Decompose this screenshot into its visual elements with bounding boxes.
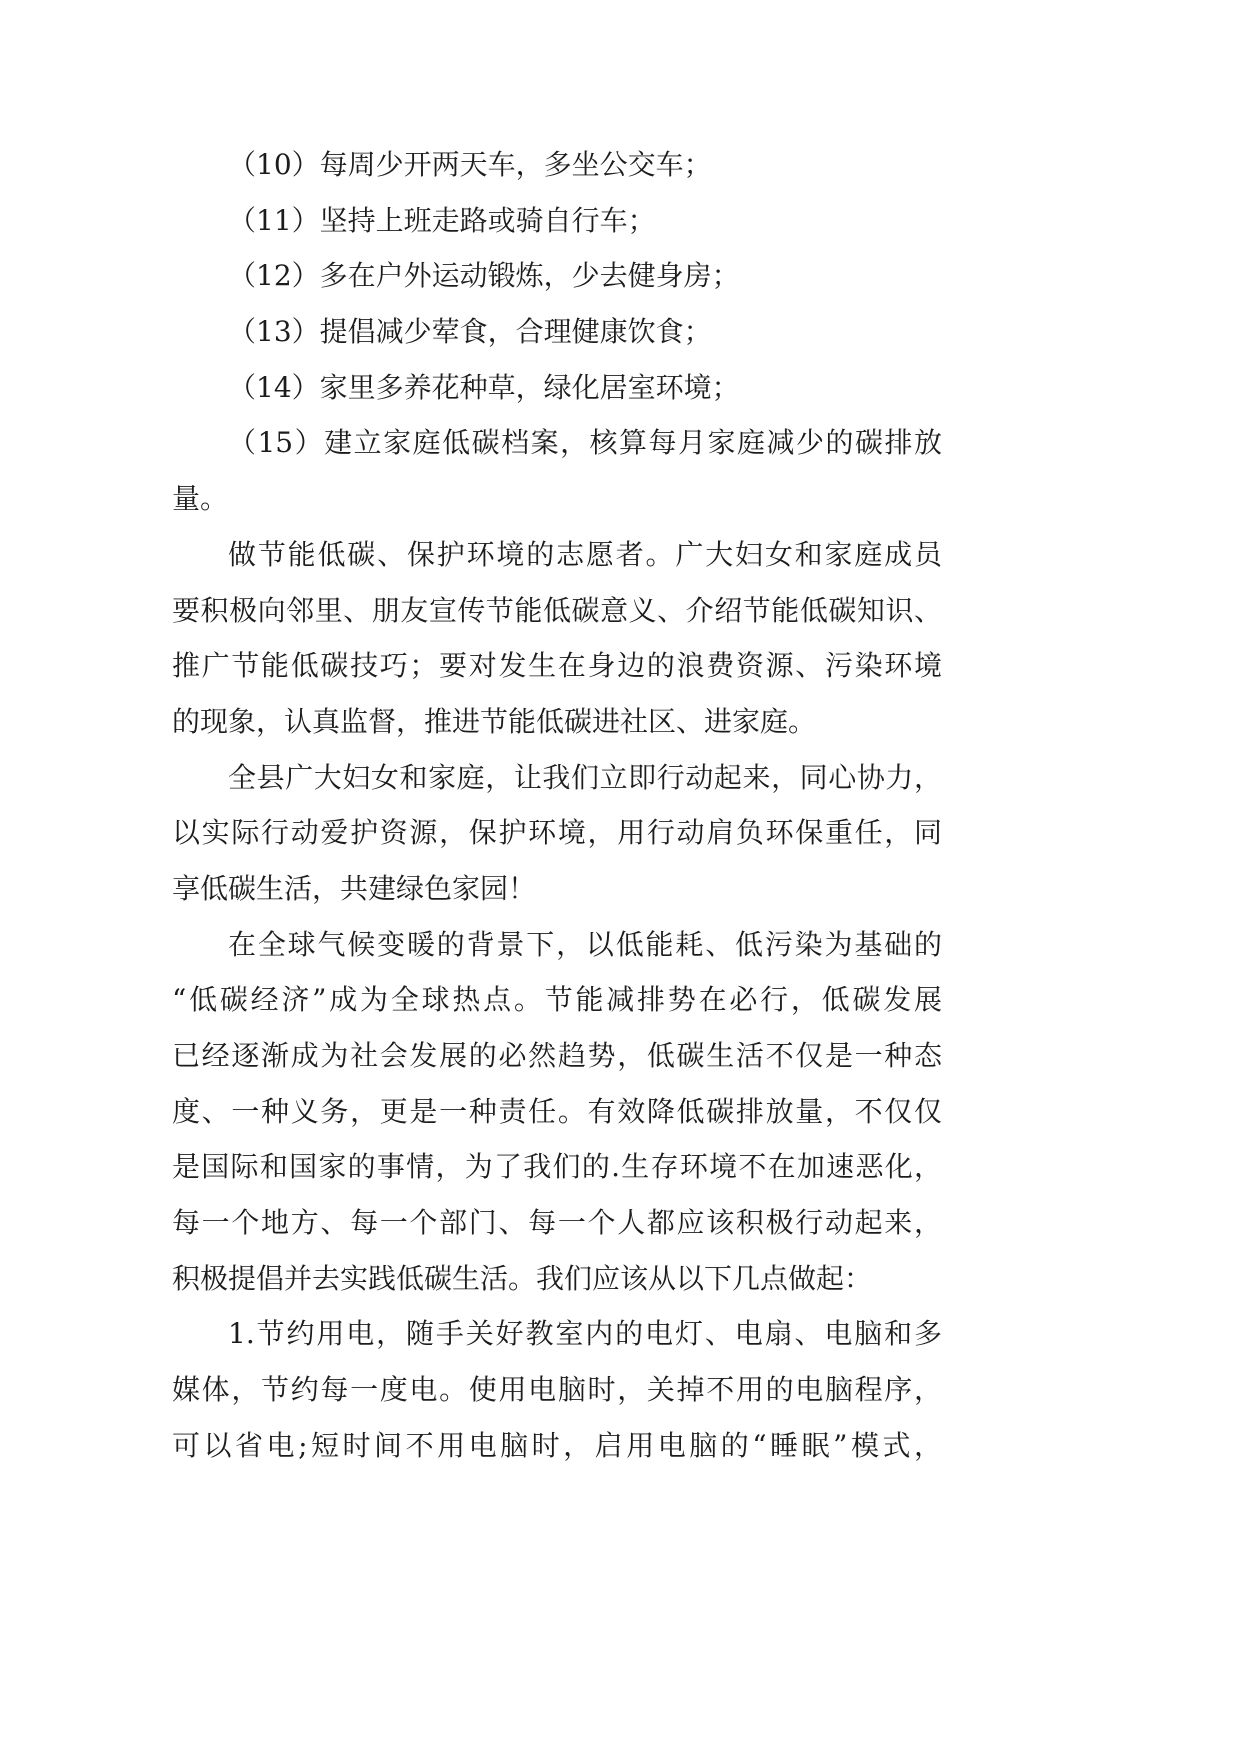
list-item-12 bbox=[172, 248, 942, 304]
text-line: 媒体，节约每一度电。使用电脑时，关掉不用的电脑程序， bbox=[172, 1373, 942, 1407]
list-item-10 bbox=[172, 137, 942, 193]
text-line: 以实际行动爱护资源，保护环境，用行动肩负环保重任，同 bbox=[172, 816, 942, 850]
paragraph-call-to-action bbox=[172, 750, 942, 917]
text-line: 在全球气候变暖的背景下，以低能耗、低污染为基础的 bbox=[228, 927, 942, 961]
list-item-14 bbox=[172, 360, 942, 416]
paragraph-volunteer bbox=[172, 527, 942, 750]
text-line: （11）坚持上班走路或骑自行车； bbox=[228, 203, 656, 237]
text-line: 做节能低碳、保护环境的志愿者。广大妇女和家庭成员 bbox=[228, 537, 942, 571]
text-line: 推广节能低碳技巧；要对发生在身边的浪费资源、污染环境 bbox=[172, 649, 942, 683]
document-body bbox=[172, 137, 942, 1474]
text-line: 1.节约用电，随手关好教室内的电灯、电扇、电脑和多 bbox=[228, 1317, 942, 1351]
text-line: 可以省电;短时间不用电脑时，启用电脑的“睡眠”模式， bbox=[172, 1428, 942, 1462]
text-line: 要积极向邻里、朋友宣传节能低碳意义、介绍节能低碳知识、 bbox=[172, 593, 942, 627]
text-line: （15）建立家庭低碳档案，核算每月家庭减少的碳排放 bbox=[228, 426, 942, 460]
paragraph-low-carbon-economy bbox=[172, 917, 942, 1307]
list-item-15 bbox=[172, 415, 942, 526]
text-line: （13）提倡减少荤食，合理健康饮食； bbox=[228, 315, 712, 349]
paragraph-save-electricity bbox=[172, 1306, 942, 1473]
text-line: （12）多在户外运动锻炼，少去健身房； bbox=[228, 259, 740, 293]
text-line: （14）家里多养花种草，绿化居室环境； bbox=[228, 370, 740, 404]
text-line: 全县广大妇女和家庭，让我们立即行动起来，同心协力， bbox=[228, 760, 942, 794]
text-line: 量。 bbox=[172, 482, 229, 516]
text-line: “低碳经济”成为全球热点。节能减排势在必行，低碳发展 bbox=[172, 983, 942, 1017]
text-line: （10）每周少开两天车，多坐公交车； bbox=[228, 148, 712, 181]
list-item-11 bbox=[172, 193, 942, 249]
text-line: 每一个地方、每一个部门、每一个人都应该积极行动起来， bbox=[172, 1206, 942, 1240]
text-line: 已经逐渐成为社会发展的必然趋势，低碳生活不仅是一种态 bbox=[172, 1039, 942, 1072]
text-line: 是国际和国家的事情，为了我们的.生存环境不在加速恶化， bbox=[172, 1150, 942, 1184]
list-item-13 bbox=[172, 304, 942, 360]
text-line: 度、一种义务，更是一种责任。有效降低碳排放量，不仅仅 bbox=[172, 1094, 942, 1128]
text-line: 享低碳生活，共建绿色家园！ bbox=[172, 871, 537, 905]
text-line: 的现象，认真监督，推进节能低碳进社区、进家庭。 bbox=[172, 704, 817, 738]
text-line: 积极提倡并去实践低碳生活。我们应该从以下几点做起： bbox=[172, 1261, 873, 1295]
